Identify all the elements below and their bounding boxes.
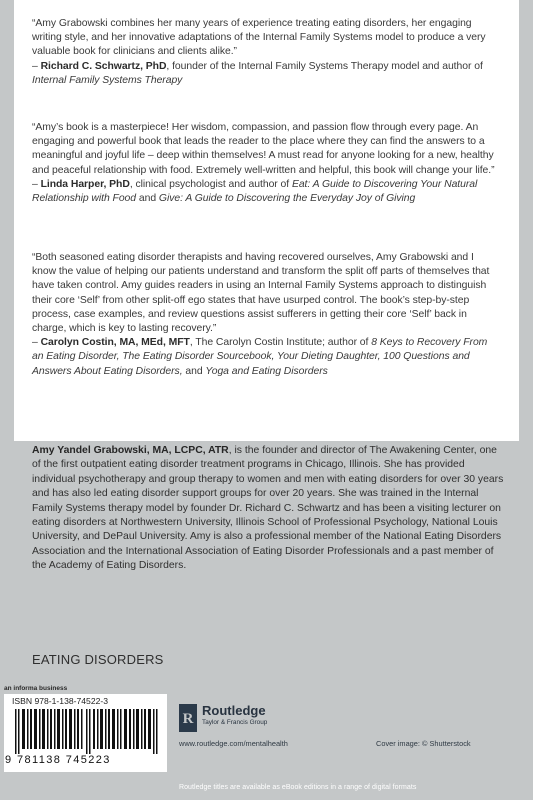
cover-credit: Cover image: © Shutterstock (376, 739, 471, 748)
ebook-note: Routledge titles are available as eBook editions in a range of digital formats (179, 784, 417, 791)
endorsement-schwartz (32, 17, 500, 88)
endorsement-costin (32, 251, 500, 379)
routledge-logo-icon (179, 704, 197, 732)
author-bio-text: , is the founder and director of The Awakening Center, one of the first outpatient eating disorder treatment programs in Chicago, Illinois. She has provided individual psychotherapy and group therapy to women and men with eating disorders for over 30 years and has also led eating disorder support groups for over 20 years. She was trained in the Internal Family Systems therapy model by founder Dr. Richard C. Schwartz and has been a visiting lecturer on eating disorders at Northwestern University, Illinois School of Professional Psychology, National Louis University, and DePaul University. Amy is also a professional member of the National Eating Disorders Association and the International Association of Eating Disorder Professionals and a past member of the Academy of Eating Disorders. (32, 445, 504, 572)
author-bio (32, 444, 506, 574)
book-title: Give: A Guide to Discovering the Everyday Joy of Giving (158, 193, 416, 205)
endorsement-text: “Amy Grabowski combines her many years of experience treating eating disorders, her engaging writing style, and her innovative adaptations of the Internal Family Systems model to produce a very valuable book for clinicians and clients alike.” (32, 18, 486, 58)
svg-text:R: R (182, 711, 194, 727)
publisher-group: Taylor & Francis Group (202, 719, 268, 726)
endorser-name: Richard C. Schwartz, PhD (40, 60, 167, 72)
barcode-icon (15, 709, 161, 754)
subject-category: EATING DISORDERS (32, 652, 164, 667)
barcode-number: 9 781138 745223 (5, 754, 111, 766)
publisher-url[interactable]: www.routledge.com/mentalhealth (179, 739, 288, 748)
publisher-name: Routledge (202, 703, 266, 718)
author-name: Amy Yandel Grabowski, MA, LCPC, ATR (32, 445, 229, 456)
endorsement-text: “Amy’s book is a masterpiece! Her wisdom, compassion, and passion flow through every page. An engaging and powerful book that leads the reader to the place where they can find the answers to a meaningful and joyful life – deep within themselves! A must read for anyone looking for a new, healthy and peaceful relationship with food. Extremely well-written and helpful, this book will change your life.” (32, 122, 495, 176)
book-title: Yoga and Eating Disorders (205, 365, 328, 377)
informa-tagline: an informa business (4, 685, 68, 692)
endorser-name: Carolyn Costin, MA, MEd, MFT (40, 337, 190, 349)
book-title: Eat: A Guide to Discovering Your Natural Relationship with Food (32, 178, 478, 205)
barcode-block (4, 694, 167, 772)
book-title: 8 Keys to Recovery From an Eating Disorder, The Eating Disorder Sourcebook, Your Dieting Daughter, 100 Questions and Answers About Eating Disorders, (32, 337, 488, 377)
endorsement-harper (32, 121, 500, 206)
isbn: ISBN 978-1-138-74522-3 (12, 696, 109, 706)
book-title: Internal Family Systems Therapy (32, 74, 183, 86)
endorsement-attribution: – Carolyn Costin, MA, MEd, MFT, The Carolyn Costin Institute; author of 8 Keys to Recovery From an Eating Disorder, The Eating Disorder Sourcebook, Your Dieting Daughter, 100 Questions and Answers About Eating Disorders, and Yoga and Eating Disorders (32, 337, 488, 377)
endorsement-attribution: – Richard C. Schwartz, PhD, founder of the Internal Family Systems Therapy model and author of Internal Family Systems Therapy (32, 60, 483, 86)
endorser-name: Linda Harper, PhD (40, 178, 130, 190)
endorsement-text: “Both seasoned eating disorder therapists and having recovered ourselves, Amy Grabowski and I know the value of helping our patients understand and transform the split off parts of themselves that have taken control. Amy guides readers in using an Internal Family Systems approach to distinguish their core ‘Self’ from other split-off ego states that have usurped control. The book’s step-by-step process, case examples, and review questions assist sufferers in getting their core ‘Self’ back in charge, which is key to lasting recovery.” (32, 252, 490, 335)
endorsement-attribution: – Linda Harper, PhD, clinical psychologist and author of Eat: A Guide to Discovering Your Natural Relationship with Food and Give: A Guide to Discovering the Everyday Joy of Giving (32, 178, 478, 205)
